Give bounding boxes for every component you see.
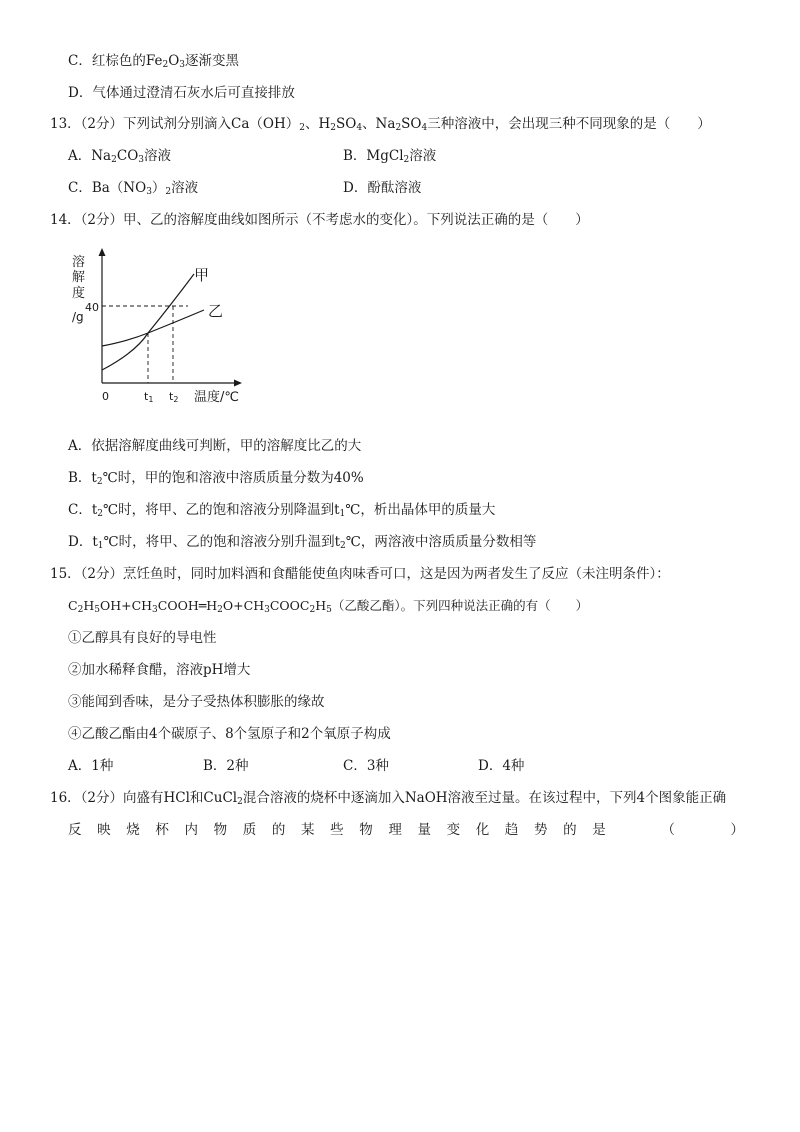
q16-stem-continued: 反 映 烧 杯 内 物 质 的 某 些 物 理 量 变 化 趋 势 的 是 （ ） xyxy=(68,822,744,838)
q15-statement-1: ①乙醇具有良好的导电性 xyxy=(68,630,217,646)
q15-stem: 15．（2分）烹饪鱼时，同时加料酒和食醋能使鱼肉味香可口，这是因为两者发生了反应（未注明条件）： xyxy=(50,566,670,582)
q15-statement-3: ③能闻到香味，是分子受热体积膨胀的缘故 xyxy=(68,694,325,710)
label-jia: 甲 xyxy=(194,266,210,284)
q14-stem: 14．（2分）甲、乙的溶解度曲线如图所示（不考虑水的变化）。下列说法正确的是（ ） xyxy=(50,212,589,228)
q14-option-c: C．$t_2℃$时，将甲、乙的饱和溶液分别降温到$t_1℃$，析出晶体甲的质量大 xyxy=(68,502,496,519)
ylabel-char-4: /g xyxy=(72,310,84,324)
q15-equation: $C_2H_5OH+CH_3COOH═H_2O+CH_3COOC_2H_5$（乙酸乙酯）。下列四种说法正确的有（ ） xyxy=(68,598,589,615)
x-axis-arrow xyxy=(234,380,242,387)
ylabel-char-3: 度 xyxy=(72,286,86,301)
ylabel-char-1: 溶 xyxy=(72,255,86,270)
q14-option-a: A．依据溶解度曲线可判断，甲的溶解度比乙的大 xyxy=(68,438,362,454)
q15-option-d: D．4种 xyxy=(478,758,525,774)
q14-option-b: B．$t_2℃$时，甲的饱和溶液中溶质质量分数为40% xyxy=(68,470,364,487)
q15-option-b: B．2种 xyxy=(203,758,249,774)
q13-option-d: D．酚酞溶液 xyxy=(343,180,422,196)
ylabel-char-2: 解 xyxy=(72,270,86,285)
q12-option-c: C．红棕色的$Fe_2O_3$逐渐变黑 xyxy=(68,53,239,70)
q13-option-c: C．$Ba(NO_3)_2$溶液 xyxy=(68,180,199,197)
q15-statement-4: ④乙酸乙酯由4个碳原子、8个氢原子和2个氧原子构成 xyxy=(68,726,391,742)
solubility-graph xyxy=(66,248,256,408)
t2-label: t2 xyxy=(169,390,179,404)
q16-stem: 16．（2分）向盛有HCl和CuCl$_2$混合溶液的烧杯中逐滴加入NaOH溶液至过量。在该过程中，下列4个图象能正确 xyxy=(50,790,727,807)
y-tick-40: 40 xyxy=(85,301,99,314)
q12-option-d: D．气体通过澄清石灰水后可直接排放 xyxy=(68,85,295,101)
q13-stem: 13．（2分）下列试剂分别滴入$Ca(OH)_2$、$H_2SO_4$、$Na_2SO_4$三种溶液中，会出现三种不同现象的是（ ） xyxy=(50,116,711,133)
q15-option-a: A．1种 xyxy=(68,758,114,774)
curve-yi xyxy=(102,310,204,346)
t1-label: t1 xyxy=(144,390,154,404)
origin-label: 0 xyxy=(102,390,109,403)
label-yi: 乙 xyxy=(208,302,224,320)
q15-option-c: C．3种 xyxy=(343,758,389,774)
xlabel: 温度/℃ xyxy=(194,390,239,405)
q15-statement-2: ②加水稀释食醋，溶液pH增大 xyxy=(68,662,251,678)
q13-option-b: B．MgCl$_2$溶液 xyxy=(343,148,437,165)
q13-option-a: A．$Na_2CO_3$溶液 xyxy=(68,148,171,165)
q14-option-d: D．$t_1℃$时，将甲、乙的饱和溶液分别升温到$t_2℃$，两溶液中溶质质量分数相等 xyxy=(68,534,537,551)
y-axis-arrow xyxy=(99,248,106,256)
